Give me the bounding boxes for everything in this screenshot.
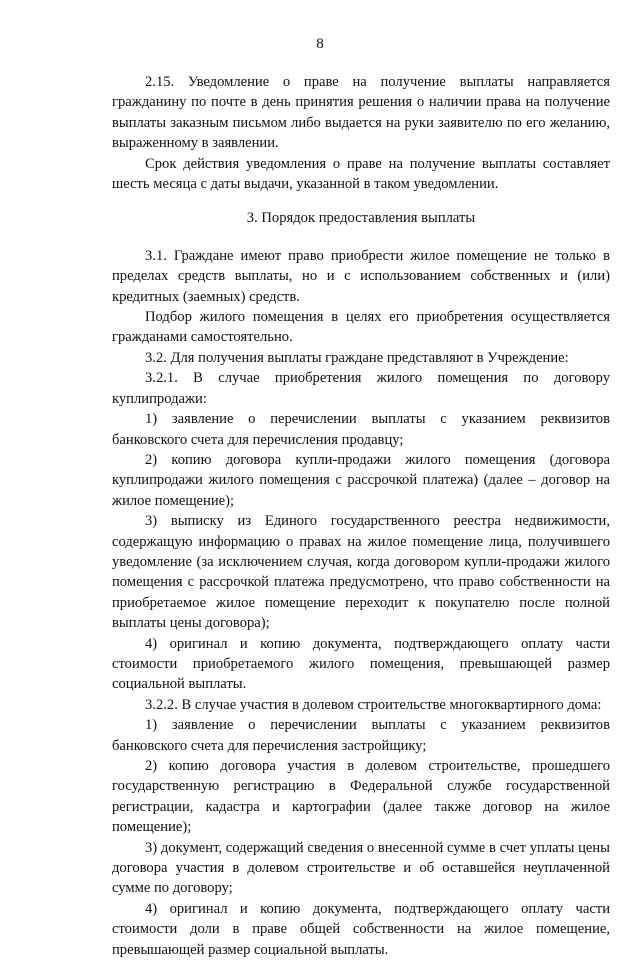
paragraph: Подбор жилого помещения в целях его приобретения осуществляется гражданами самостоятельно.: [112, 309, 610, 346]
list-item: 4) оригинал и копию документа, подтверждающего оплату части стоимости доли в праве общей собственности на жилое помещение, превышающей размер социальной выплаты.: [112, 900, 610, 958]
list-item: 2) копию договора купли-продажи жилого помещения (договора куплипродажи жилого помещения с рассрочкой платежа) (далее – договор на жилое помещение);: [112, 451, 610, 509]
section-heading: 3. Порядок предоставления выплаты: [246, 210, 476, 227]
paragraph: Срок действия уведомления о праве на получение выплаты составляет шесть месяца с даты выдачи, указанной в таком уведомлении.: [112, 155, 610, 193]
list-item: 2) копию договора участия в долевом строительстве, прошедшего государственную регистрацию в Федеральной службе государственной регистрации, кадастра и картографии (далее также договор на жилое помещение);: [112, 758, 610, 836]
paragraph: 3.2.1. В случае приобретения жилого помещения по договору куплипродажи:: [112, 370, 610, 407]
list-item: 3) документ, содержащий сведения о внесенной сумме в счет уплаты цены договора участия в долевом строительстве и об оставшейся неуплаченной сумме по договору;: [112, 839, 610, 897]
list-item: 3) выписку из Единого государственного реестра недвижимости, содержащую информацию о правах на жилое помещение лица, получившего уведомление (за исключением случая, когда договором купли-продажи жилого помещения с рассрочкой платежа предусмотрено, что право собственности на приобретаемое жилое помещение переходит к покупателю после полной выплаты цены договора);: [112, 513, 610, 632]
list-item: 4) оригинал и копию документа, подтверждающего оплату части стоимости приобретаемого жилого помещения, превышающей размер социальной выплаты.: [112, 635, 610, 693]
paragraph: 2.15. Уведомление о праве на получение выплаты направляется гражданину по почте в день принятия решения о наличии права на получение выплаты заказным письмом либо выдается на руки заявителю по его желанию, выраженному в заявлении.: [112, 74, 610, 152]
paragraph: 3.2. Для получения выплаты граждане представляют в Учреждение:: [145, 349, 569, 366]
list-item: 1) заявление о перечислении выплаты с указанием реквизитов банковского счета для перечисления застройщику;: [112, 717, 610, 754]
page-number: 8: [316, 36, 324, 52]
document-body: [112, 72, 610, 960]
paragraph: 3.1. Граждане имеют право приобрести жилое помещение не только в пределах средств выплаты, но и с использованием собственных и (или) кредитных (заемных) средств.: [112, 247, 610, 305]
paragraph: 3.2.2. В случае участия в долевом строительстве многоквартирного дома:: [145, 696, 602, 713]
list-item: 1) заявление о перечислении выплаты с указанием реквизитов банковского счета для перечисления продавцу;: [112, 411, 610, 448]
